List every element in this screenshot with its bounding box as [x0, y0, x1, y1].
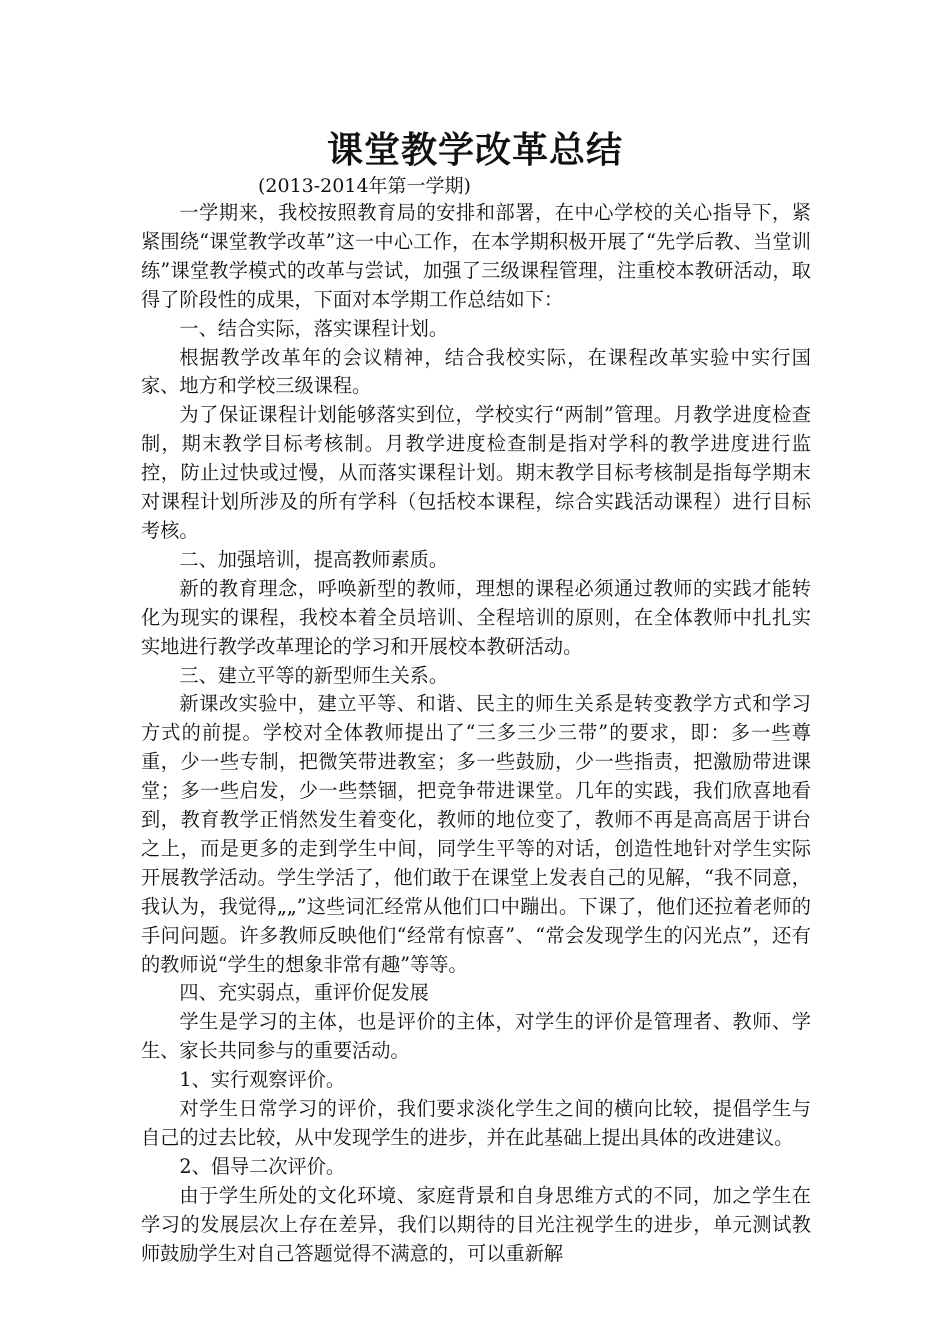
body-paragraph: 根据教学改革年的会议精神，结合我校实际，在课程改革实验中实行国家、地方和学校三级课程。 [141, 345, 811, 398]
document-subtitle: (2013-2014年第一学期) [258, 175, 471, 197]
subsection-heading-2: 2、倡导二次评价。 [179, 1154, 346, 1178]
body-paragraph: 由于学生所处的文化环境、家庭背景和自身思维方式的不同，加之学生在学习的发展层次上存在差异，我们以期待的目光注视学生的进步，单元测试教师鼓励学生对自己答题觉得不满意的，可以重新解 [141, 1183, 811, 1265]
section-heading-4: 四、充实弱点，重评价促发展 [179, 981, 429, 1005]
section-heading-2: 二、加强培训，提高教师素质。 [179, 547, 449, 571]
document-title: 课堂教学改革总结 [326, 129, 623, 171]
body-paragraph: 新的教育理念，呼唤新型的教师，理想的课程必须通过教师的实践才能转化为现实的课程，我校本着全员培训、全程培训的原则，在全体教师中扎扎实实地进行教学改革理论的学习和开展校本教研活动。 [141, 576, 811, 658]
body-paragraph: 为了保证课程计划能够落实到位，学校实行“两制”管理。月教学进度检查制，期末教学目标考核制。月教学进度检查制是指对学科的教学进度进行监控，防止过快或过慢，从而落实课程计划。期末教学目标考核制是指每学期末对课程计划所涉及的所有学科（包括校本课程，综合实践活动课程）进行目标考核。 [141, 403, 811, 542]
document-body [141, 199, 811, 1269]
section-heading-1: 一、结合实际，落实课程计划。 [179, 316, 449, 340]
intro-paragraph: 一学期来，我校按照教育局的安排和部署，在中心学校的关心指导下，紧紧围绕“课堂教学改革”这一中心工作，在本学期积极开展了“先学后教、当堂训练”课堂教学模式的改革与尝试，加强了三级课程管理，注重校本教研活动，取得了阶段性的成果，下面对本学期工作总结如下： [141, 201, 811, 311]
section-heading-3: 三、建立平等的新型师生关系。 [179, 663, 449, 687]
subsection-heading-1: 1、实行观察评价。 [179, 1068, 346, 1092]
body-paragraph: 新课改实验中，建立平等、和谐、民主的师生关系是转变教学方式和学习方式的前提。学校对全体教师提出了“三多三少三带”的要求，即：多一些尊重，少一些专制，把微笑带进教室；多一些鼓励，少一些指责，把激励带进课堂；多一些启发，少一些禁锢，把竞争带进课堂。几年的实践，我们欣喜地看到，教育教学正悄然发生着变化，教师的地位变了，教师不再是高高居于讲台之上，而是更多的走到学生中间，同学生平等的对话，创造性地针对学生实际开展教学活动。学生学活了，他们敢于在课堂上发表自己的见解，“我不同意，我认为，我觉得„„”这些词汇经常从他们口中蹦出。下课了，他们还拉着老师的手问问题。许多教师反映他们“经常有惊喜”、“常会发现学生的闪光点”，还有的教师说“学生的想象非常有趣”等等。 [141, 692, 811, 976]
body-paragraph: 学生是学习的主体，也是评价的主体，对学生的评价是管理者、教师、学生、家长共同参与的重要活动。 [141, 1010, 811, 1063]
body-paragraph: 对学生日常学习的评价，我们要求淡化学生之间的横向比较，提倡学生与自己的过去比较，从中发现学生的进步，并在此基础上提出具体的改进建议。 [141, 1097, 811, 1149]
